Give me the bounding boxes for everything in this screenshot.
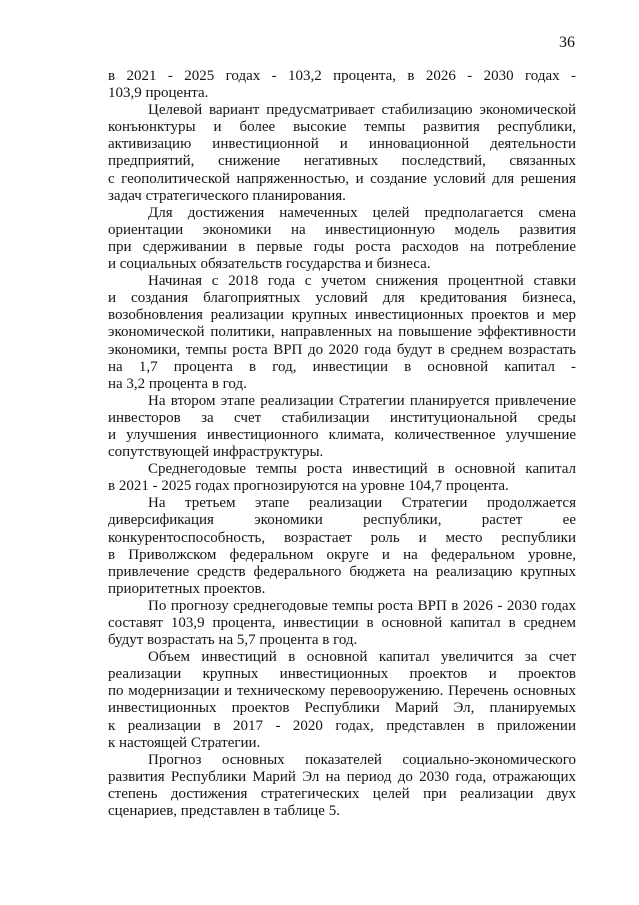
text-line: с геополитической напряженностью, и создание условий для решения (108, 170, 576, 187)
text-line: Для достижения намеченных целей предполагается смена (148, 204, 576, 221)
text-line: в 2021 - 2025 годах - 103,2 процента, в 2026 - 2030 годах - (108, 68, 576, 84)
text-line: конъюнктуры и более высокие темпы развития республики, (108, 119, 576, 136)
text-line: Объем инвестиций в основной капитал увеличится за счет (148, 649, 576, 666)
text-line: Среднегодовые темпы роста инвестиций в основной капитал (148, 461, 576, 478)
text-line: и социальных обязательств государства и бизнеса. (108, 256, 431, 273)
text-line: сценариев, представлен в таблице 5. (108, 803, 340, 820)
text-line: реализации крупных инвестиционных проектов и проектов (108, 666, 576, 683)
text-line: и улучшения инвестиционного климата, количественное улучшение (108, 426, 576, 443)
paragraph (108, 273, 576, 393)
text-line: и создания благоприятных условий для кредитования бизнеса, (108, 290, 576, 307)
paragraph (108, 68, 576, 102)
text-line: по модернизации и техническому перевооружению. Перечень основных (108, 683, 576, 700)
text-line: конкурентоспособность, возрастает роль и место республики (108, 529, 576, 546)
text-line: задач стратегического планирования. (108, 187, 346, 204)
paragraph (108, 649, 576, 752)
text-line: Прогноз основных показателей социально-экономического (148, 751, 576, 768)
text-line: На втором этапе реализации Стратегии планируется привлечение (148, 392, 576, 409)
page-number: 36 (559, 34, 575, 51)
paragraph (108, 393, 576, 461)
text-line: экономической политики, направленных на повышение эффективности (108, 324, 576, 341)
text-line: инвестиционных проектов Республики Марий Эл, планируемых (108, 700, 576, 717)
text-line: По прогнозу среднегодовые темпы роста ВРП в 2026 - 2030 годах (148, 597, 576, 614)
paragraph (108, 598, 576, 649)
text-line: степень достижения стратегических целей при реализации двух (108, 785, 576, 802)
text-line: возобновления реализации крупных инвестиционных проектов и мер (108, 307, 576, 324)
text-line: в 2021 - 2025 годах прогнозируются на уровне 104,7 процента. (108, 478, 509, 495)
text-line: в Приволжском федеральном округе и на федеральном уровне, (108, 546, 576, 563)
text-line: активизацию инвестиционной и инновационной деятельности (108, 136, 576, 153)
text-line: развития Республики Марий Эл на период до 2030 года, отражающих (108, 768, 576, 785)
text-line: к реализации в 2017 - 2020 годах, представлен в приложении (108, 717, 576, 734)
text-line: Целевой вариант предусматривает стабилизацию экономической (148, 102, 576, 119)
text-line: сопутствующей инфраструктуры. (108, 444, 324, 461)
text-line: составят 103,9 процента, инвестиции в основной капитал в среднем (108, 615, 576, 631)
text-line: на 3,2 процента в год. (108, 375, 247, 392)
paragraph (108, 495, 576, 598)
text-line: экономики, темпы роста ВРП до 2020 года будут в среднем возрастать (108, 341, 576, 358)
text-line: 103,9 процента. (108, 85, 209, 102)
text-line: привлечение средств федерального бюджета на реализацию крупных (108, 563, 576, 580)
paragraph (108, 205, 576, 273)
text-line: ориентации экономики на инвестиционную модель развития (108, 221, 576, 238)
text-line: диверсификация экономики республики, растет ее (108, 512, 576, 529)
paragraph (108, 102, 576, 205)
text-line: при сдерживании в первые годы роста расходов на потребление (108, 238, 576, 255)
text-line: предприятий, снижение негативных последствий, связанных (108, 153, 576, 170)
text-line: к настоящей Стратегии. (108, 734, 261, 751)
paragraph (108, 752, 576, 820)
text-line: На третьем этапе реализации Стратегии продолжается (148, 495, 576, 512)
text-line: инвесторов за счет стабилизации институциональной среды (108, 409, 576, 426)
text-line: приоритетных проектов. (108, 580, 266, 597)
text-line: Начиная с 2018 года с учетом снижения процентной ставки (148, 273, 576, 290)
text-line: на 1,7 процента в год, инвестиции в основной капитал - (108, 358, 576, 375)
paragraph (108, 461, 576, 495)
text-line: будут возрастать на 5,7 процента в год. (108, 632, 358, 649)
document-body (108, 68, 576, 820)
